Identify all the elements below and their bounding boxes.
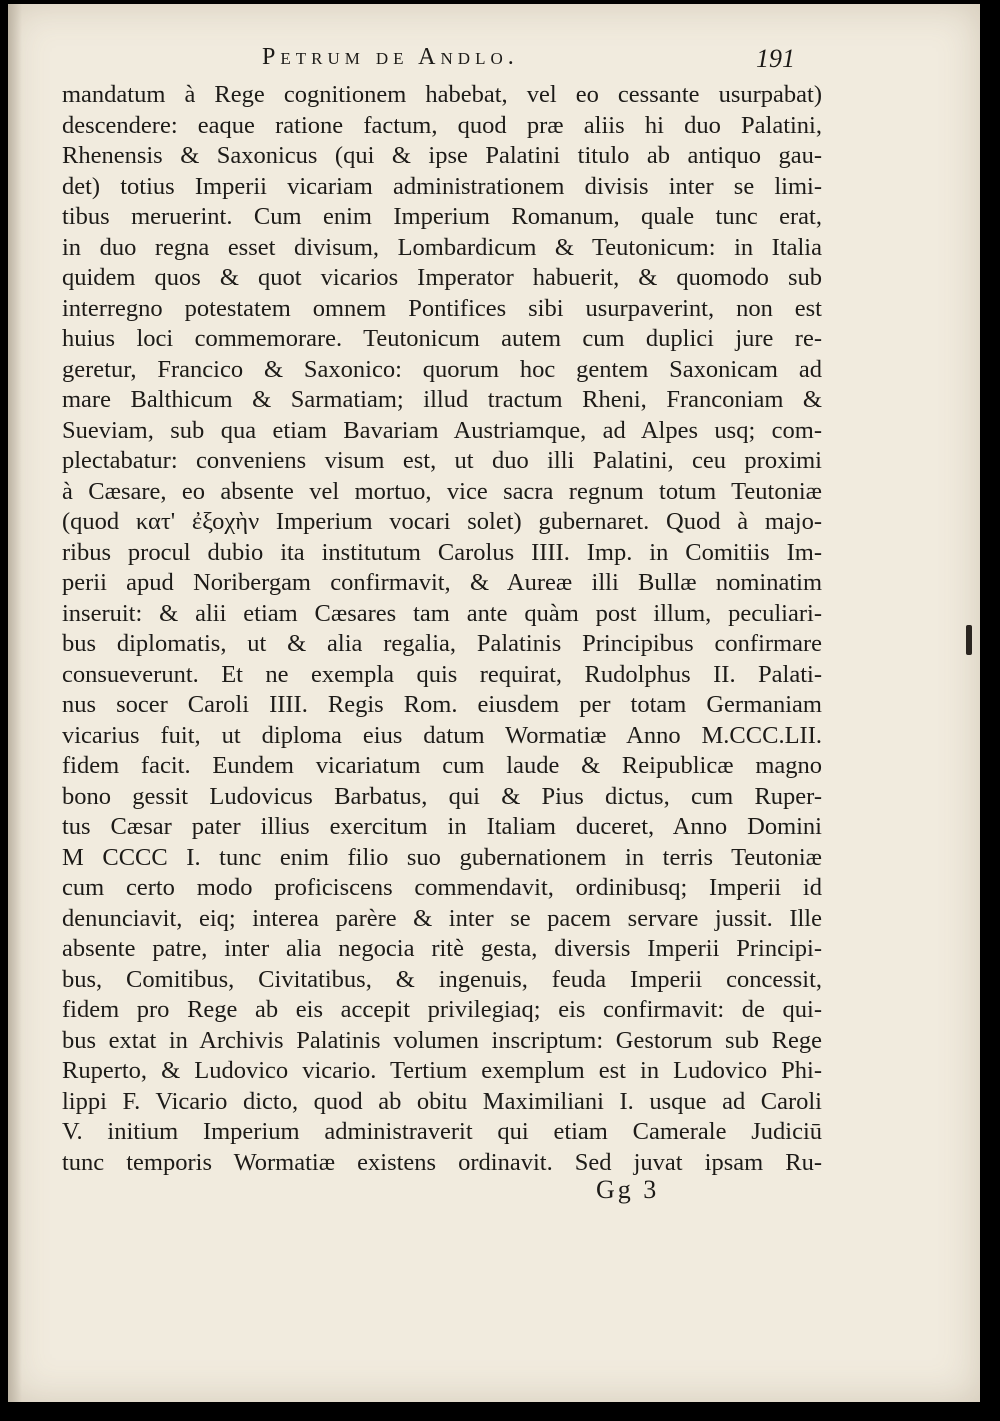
text-line: interregno potestatem omnem Pontifices sibi usurpaverint, non est (62, 294, 822, 322)
text-line: huius loci commemorare. Teutonicum autem cum duplici jure re- (62, 325, 822, 352)
text-line: tibus meruerint. Cum enim Imperium Romanum, quale tunc erat, (62, 203, 822, 230)
text-line: tus Cæsar pater illius exercitum in Italiam duceret, Anno Domini (62, 813, 822, 840)
text-line: fidem facit. Eundem vicariatum cum laude & Reipublicæ magno (62, 752, 822, 779)
text-line: à Cæsare, eo absente vel mortuo, vice sacra regnum totum Teutoniæ (62, 477, 822, 505)
text-line: absente patre, inter alia negocia ritè gesta, diversis Imperii Principi- (62, 935, 822, 962)
text-line: nus socer Caroli IIII. Regis Rom. eiusdem per totam Germaniam (62, 691, 822, 718)
text-line: Rhenensis & Saxonicus (qui & ipse Palatini titulo ab antiquo gau- (62, 142, 822, 169)
text-line: denunciavit, eiq; interea parère & inter se pacem servare jussit. Ille (62, 904, 822, 932)
text-line: consueverunt. Et ne exempla quis requirat, Rudolphus II. Palati- (62, 660, 822, 688)
text-line: bono gessit Ludovicus Barbatus, qui & Pius dictus, cum Ruper- (62, 782, 822, 810)
running-head: Petrum de Andlo. (262, 44, 519, 70)
signature-mark: Gg 3 (596, 1175, 660, 1204)
text-line: Sueviam, sub qua etiam Bavariam Austriamque, ad Alpes usq; com- (62, 416, 822, 444)
text-line: V. initium Imperium administraverit qui etiam Camerale Judiciū (62, 1118, 822, 1145)
text-line: quidem quos & quot vicarios Imperator habuerit, & quomodo sub (62, 264, 822, 291)
text-line: vicarius fuit, ut diploma eius datum Wormatiæ Anno M.CCC.LII. (62, 721, 822, 749)
text-line: tunc temporis Wormatiæ existens ordinavit. Sed juvat ipsam Ru- (62, 1148, 822, 1176)
body-text (62, 80, 822, 1178)
text-line: in duo regna esset divisum, Lombardicum & Teutonicum: in Italia (62, 233, 822, 261)
page-number: 191 (756, 44, 795, 73)
text-line: det) totius Imperii vicariam administrationem divisis inter se limi- (62, 172, 822, 200)
text-line: fidem pro Rege ab eis accepit privilegiaq; eis confirmavit: de qui- (62, 996, 822, 1023)
text-line: plectabatur: conveniens visum est, ut duo illi Palatini, ceu proximi (62, 447, 822, 474)
text-line: geretur, Francico & Saxonico: quorum hoc gentem Saxonicam ad (62, 355, 822, 383)
text-line: (quod κατ' ἐξοχὴν Imperium vocari solet) gubernaret. Quod à majo- (62, 508, 822, 535)
text-line: ribus procul dubio ita institutum Carolus IIII. Imp. in Comitiis Im- (62, 538, 822, 566)
text-line: bus extat in Archivis Palatinis volumen inscriptum: Gestorum sub Rege (62, 1026, 822, 1054)
text-line: lippi F. Vicario dicto, quod ab obitu Maximiliani I. usque ad Caroli (62, 1087, 822, 1115)
text-line: Ruperto, & Ludovico vicario. Tertium exemplum est in Ludovico Phi- (62, 1057, 822, 1084)
text-line: mare Balthicum & Sarmatiam; illud tractum Rheni, Franconiam & (62, 386, 822, 413)
ink-spot (966, 625, 972, 655)
text-line: mandatum à Rege cognitionem habebat, vel eo cessante usurpabat) (62, 81, 822, 108)
text-line: bus diplomatis, ut & alia regalia, Palatinis Principibus confirmare (62, 630, 822, 657)
text-line: bus, Comitibus, Civitatibus, & ingenuis, feuda Imperii concessit, (62, 965, 822, 993)
text-line: cum certo modo proficiscens commendavit, ordinibusq; Imperii id (62, 874, 822, 901)
text-line: descendere: eaque ratione factum, quod præ aliis hi duo Palatini, (62, 111, 822, 139)
page-gutter-shadow (8, 4, 22, 1402)
text-line: inseruit: & alii etiam Cæsares tam ante quàm post illum, peculiari- (62, 599, 822, 627)
text-line: M CCCC I. tunc enim filio suo gubernationem in terris Teutoniæ (62, 843, 822, 871)
text-line: perii apud Noribergam confirmavit, & Aureæ illi Bullæ nominatim (62, 569, 822, 596)
